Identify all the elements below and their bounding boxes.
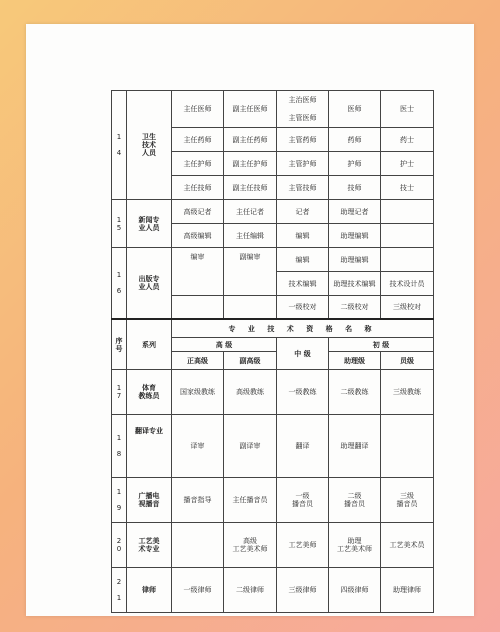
table-cell: 主管药师	[277, 128, 329, 152]
table-cell: 记者	[277, 200, 329, 224]
table-row	[112, 91, 434, 128]
table-cell: 副主任技师	[224, 176, 277, 200]
table-cell: 副译审	[224, 415, 277, 478]
table-cell: 技师	[329, 176, 381, 200]
table-cell: 主任药师	[172, 128, 224, 152]
table-cell: 译审	[172, 415, 224, 478]
table-cell: 主任技师	[172, 176, 224, 200]
table-cell: 主管护师	[277, 152, 329, 176]
header-sub: 助理级	[329, 352, 381, 370]
table-row	[112, 568, 434, 613]
table-cell	[381, 200, 434, 224]
row-category: 翻译专业	[127, 415, 172, 478]
table-cell: 编辑	[277, 248, 329, 272]
header-seq: 序 号	[112, 319, 127, 370]
table-cell: 护士	[381, 152, 434, 176]
row-category: 体育 教练员	[127, 370, 172, 415]
table-cell: 副主任护师	[224, 152, 277, 176]
row-category: 工艺美 术专业	[127, 523, 172, 568]
table-cell	[224, 296, 277, 320]
header-senior: 高 级	[172, 338, 277, 352]
table-cell: 一级校对	[277, 296, 329, 320]
table-cell: 主任护师	[172, 152, 224, 176]
table-cell: 药士	[381, 128, 434, 152]
table-cell: 二级 播音员	[329, 478, 381, 523]
table-cell: 助理律师	[381, 568, 434, 613]
row-category: 广播电 视播音	[127, 478, 172, 523]
table-cell	[381, 248, 434, 272]
table-cell: 播音指导	[172, 478, 224, 523]
table-cell: 助理编辑	[329, 224, 381, 248]
table-cell: 高级记者	[172, 200, 224, 224]
table-row	[112, 200, 434, 224]
header-middle: 中 级	[277, 338, 329, 370]
header-junior: 初 级	[329, 338, 434, 352]
row-category: 新闻专 业人员	[127, 200, 172, 248]
table-row	[112, 370, 434, 415]
table-cell: 工艺美师	[277, 523, 329, 568]
header-sub: 员级	[381, 352, 434, 370]
table-cell	[172, 296, 224, 320]
row-number: 1 8	[112, 415, 127, 478]
table-cell: 技士	[381, 176, 434, 200]
table-cell: 三级教练	[381, 370, 434, 415]
row-number: 1 9	[112, 478, 127, 523]
table-cell: 助理 工艺美术师	[329, 523, 381, 568]
table-cell: 编审	[172, 248, 224, 296]
table-cell: 医师	[329, 91, 381, 128]
table-cell: 高级 工艺美术师	[224, 523, 277, 568]
table-cell	[381, 415, 434, 478]
table-cell: 护师	[329, 152, 381, 176]
table-cell: 技术设计员	[381, 272, 434, 296]
table-cell: 工艺美术员	[381, 523, 434, 568]
table-cell: 三级律师	[277, 568, 329, 613]
row-number: 1 7	[112, 370, 127, 415]
table-cell	[172, 523, 224, 568]
table-header-row	[112, 319, 434, 338]
table-cell: 一级教练	[277, 370, 329, 415]
table-cell: 编辑	[277, 224, 329, 248]
table-cell: 副主任药师	[224, 128, 277, 152]
table-cell: 一级律师	[172, 568, 224, 613]
row-category: 出版专 业人员	[127, 248, 172, 320]
table-cell: 主管技师	[277, 176, 329, 200]
table-cell: 二级律师	[224, 568, 277, 613]
table-cell: 二级教练	[329, 370, 381, 415]
table-cell: 四级律师	[329, 568, 381, 613]
table-cell: 一级 播音员	[277, 478, 329, 523]
table-cell: 主任医师	[172, 91, 224, 128]
header-sub: 副高级	[224, 352, 277, 370]
table-cell: 助理技术编辑	[329, 272, 381, 296]
table-cell: 主治医师 主管医师	[277, 91, 329, 128]
table-row	[112, 248, 434, 272]
table-row	[112, 478, 434, 523]
row-number: 1 4	[112, 91, 127, 200]
table-cell: 主任播音员	[224, 478, 277, 523]
table-cell: 助理编辑	[329, 248, 381, 272]
table-cell: 技术编辑	[277, 272, 329, 296]
table-cell: 助理记者	[329, 200, 381, 224]
document-page	[26, 24, 474, 616]
table-cell: 国家级教练	[172, 370, 224, 415]
row-category: 卫生 技术 人员	[127, 91, 172, 200]
row-number: 1 6	[112, 248, 127, 320]
table-cell: 三级校对	[381, 296, 434, 320]
table-cell: 二级校对	[329, 296, 381, 320]
row-number: 2 1	[112, 568, 127, 613]
row-category: 律师	[127, 568, 172, 613]
table-cell: 翻译	[277, 415, 329, 478]
row-number: 1 5	[112, 200, 127, 248]
table-cell: 高级编辑	[172, 224, 224, 248]
header-series: 系列	[127, 319, 172, 370]
table-cell: 助理翻译	[329, 415, 381, 478]
header-title: 专 业 技 术 资 格 名 称	[172, 319, 434, 338]
table-cell: 医士	[381, 91, 434, 128]
table-cell: 主任编辑	[224, 224, 277, 248]
qualification-table	[111, 90, 434, 613]
table-cell: 高级教练	[224, 370, 277, 415]
table-cell: 副编审	[224, 248, 277, 296]
table-cell	[381, 224, 434, 248]
header-sub: 正高级	[172, 352, 224, 370]
table-cell: 副主任医师	[224, 91, 277, 128]
table-row	[112, 415, 434, 478]
table-cell: 主任记者	[224, 200, 277, 224]
table-row	[112, 523, 434, 568]
table-cell: 三级 播音员	[381, 478, 434, 523]
row-number: 2 0	[112, 523, 127, 568]
table-cell: 药师	[329, 128, 381, 152]
